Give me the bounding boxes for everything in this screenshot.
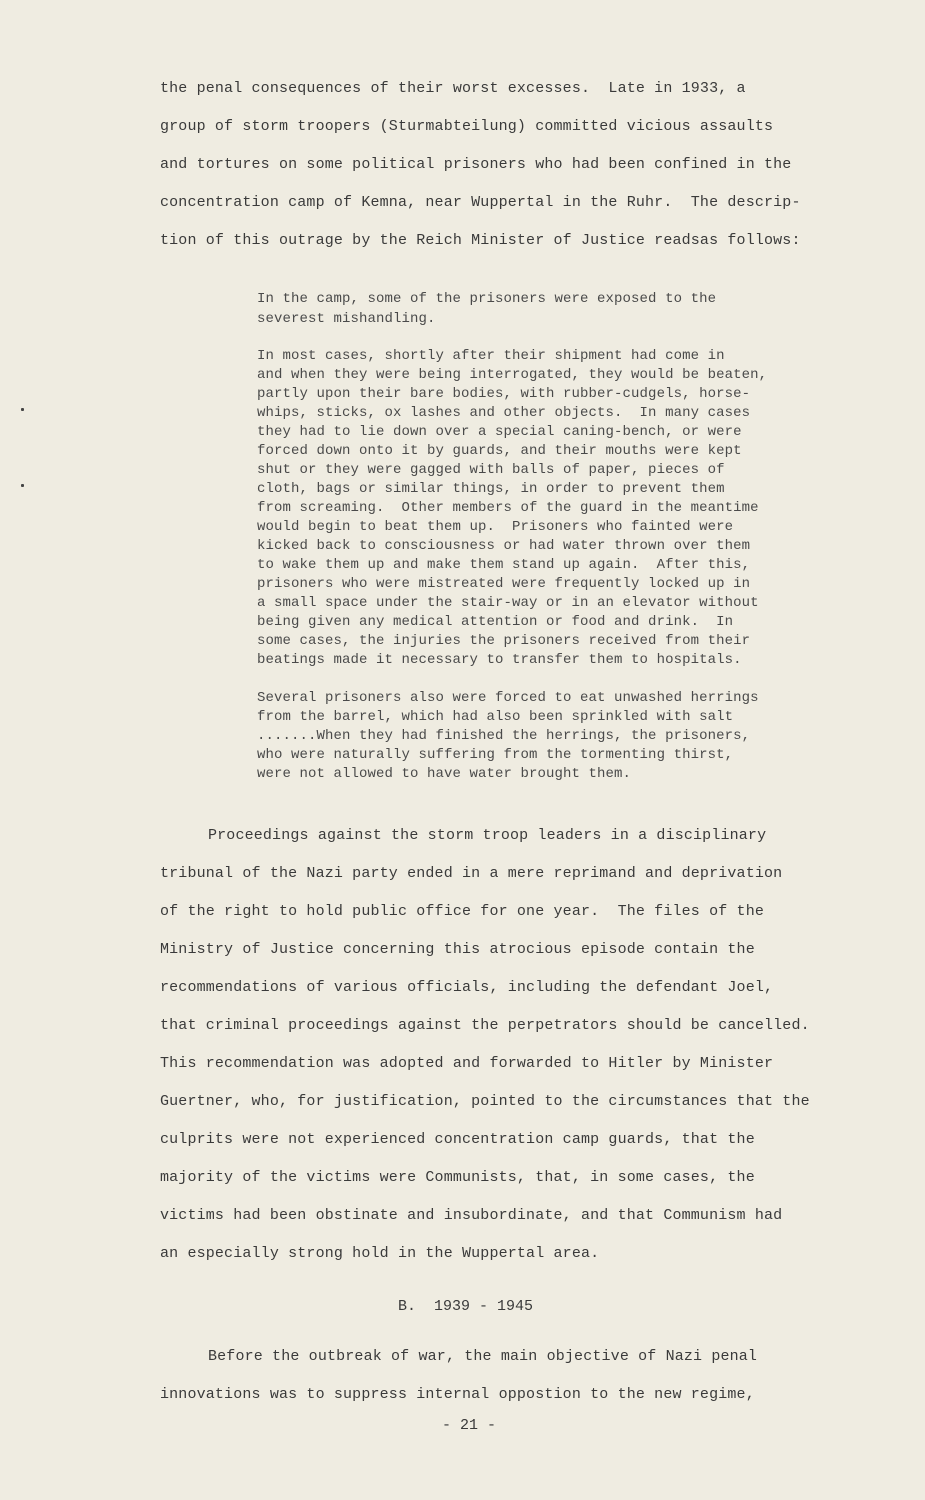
body-line: This recommendation was adopted and forwarded to Hitler by Minister (160, 1055, 774, 1072)
body-line: tion of this outrage by the Reich Minister of Justice readsas follows: (160, 232, 801, 249)
body-line: concentration camp of Kemna, near Wuppertal in the Ruhr. The descrip- (160, 194, 801, 211)
body-line: of the right to hold public office for one year. The files of the (160, 903, 764, 920)
quote-line: In most cases, shortly after their shipment had come in (257, 348, 725, 364)
quote-line: partly upon their bare bodies, with rubber-cudgels, horse- (257, 386, 751, 402)
quote-line: from the barrel, which had also been sprinkled with salt (257, 709, 734, 725)
quote-line: In the camp, some of the prisoners were exposed to the (257, 291, 717, 307)
body-line: Proceedings against the storm troop leaders in a disciplinary (208, 827, 767, 844)
quote-line: severest mishandling. (257, 311, 436, 327)
body-line: Ministry of Justice concerning this atrocious episode contain the (160, 941, 755, 958)
quote-line: and when they were being interrogated, they would be beaten, (257, 367, 768, 383)
body-line: innovations was to suppress internal oppostion to the new regime, (160, 1386, 755, 1403)
quote-line: a small space under the stair-way or in an elevator without (257, 595, 759, 611)
quote-line: were not allowed to have water brought them. (257, 766, 632, 782)
quote-line: .......When they had finished the herrings, the prisoners, (257, 728, 751, 744)
quote-line: being given any medical attention or food and drink. In (257, 614, 734, 630)
quote-line: to wake them up and make them stand up again. After this, (257, 557, 751, 573)
quote-line: shut or they were gagged with balls of paper, pieces of (257, 462, 725, 478)
quote-line: from screaming. Other members of the guard in the meantime (257, 500, 759, 516)
quote-line: some cases, the injuries the prisoners received from their (257, 633, 751, 649)
body-line: victims had been obstinate and insubordinate, and that Communism had (160, 1207, 783, 1224)
body-line: an especially strong hold in the Wuppertal area. (160, 1245, 600, 1262)
quote-line: beatings made it necessary to transfer them to hospitals. (257, 652, 742, 668)
quote-line: who were naturally suffering from the tormenting thirst, (257, 747, 734, 763)
body-line: Before the outbreak of war, the main objective of Nazi penal (208, 1348, 758, 1365)
body-line: majority of the victims were Communists, that, in some cases, the (160, 1169, 755, 1186)
section-heading: B. 1939 - 1945 (398, 1298, 534, 1315)
body-line: group of storm troopers (Sturmabteilung) committed vicious assaults (160, 118, 774, 135)
quote-line: forced down onto it by guards, and their mouths were kept (257, 443, 742, 459)
body-line: that criminal proceedings against the perpetrators should be cancelled. (160, 1017, 810, 1034)
page-number: - 21 - (442, 1417, 497, 1434)
body-line: tribunal of the Nazi party ended in a mere reprimand and deprivation (160, 865, 783, 882)
body-line: Guertner, who, for justification, pointed to the circumstances that the (160, 1093, 810, 1110)
body-line: the penal consequences of their worst excesses. Late in 1933, a (160, 80, 746, 97)
margin-mark (21, 408, 24, 411)
quote-line: they had to lie down over a special caning-bench, or were (257, 424, 742, 440)
body-line: and tortures on some political prisoners who had been confined in the (160, 156, 792, 173)
quote-line: would begin to beat them up. Prisoners who fainted were (257, 519, 734, 535)
quote-line: whips, sticks, ox lashes and other objects. In many cases (257, 405, 751, 421)
quote-line: Several prisoners also were forced to eat unwashed herrings (257, 690, 759, 706)
body-line: culprits were not experienced concentration camp guards, that the (160, 1131, 755, 1148)
quote-line: prisoners who were mistreated were frequently locked up in (257, 576, 751, 592)
quote-line: kicked back to consciousness or had water thrown over them (257, 538, 751, 554)
margin-mark (21, 484, 24, 487)
body-line: recommendations of various officials, including the defendant Joel, (160, 979, 774, 996)
quote-line: cloth, bags or similar things, in order to prevent them (257, 481, 725, 497)
